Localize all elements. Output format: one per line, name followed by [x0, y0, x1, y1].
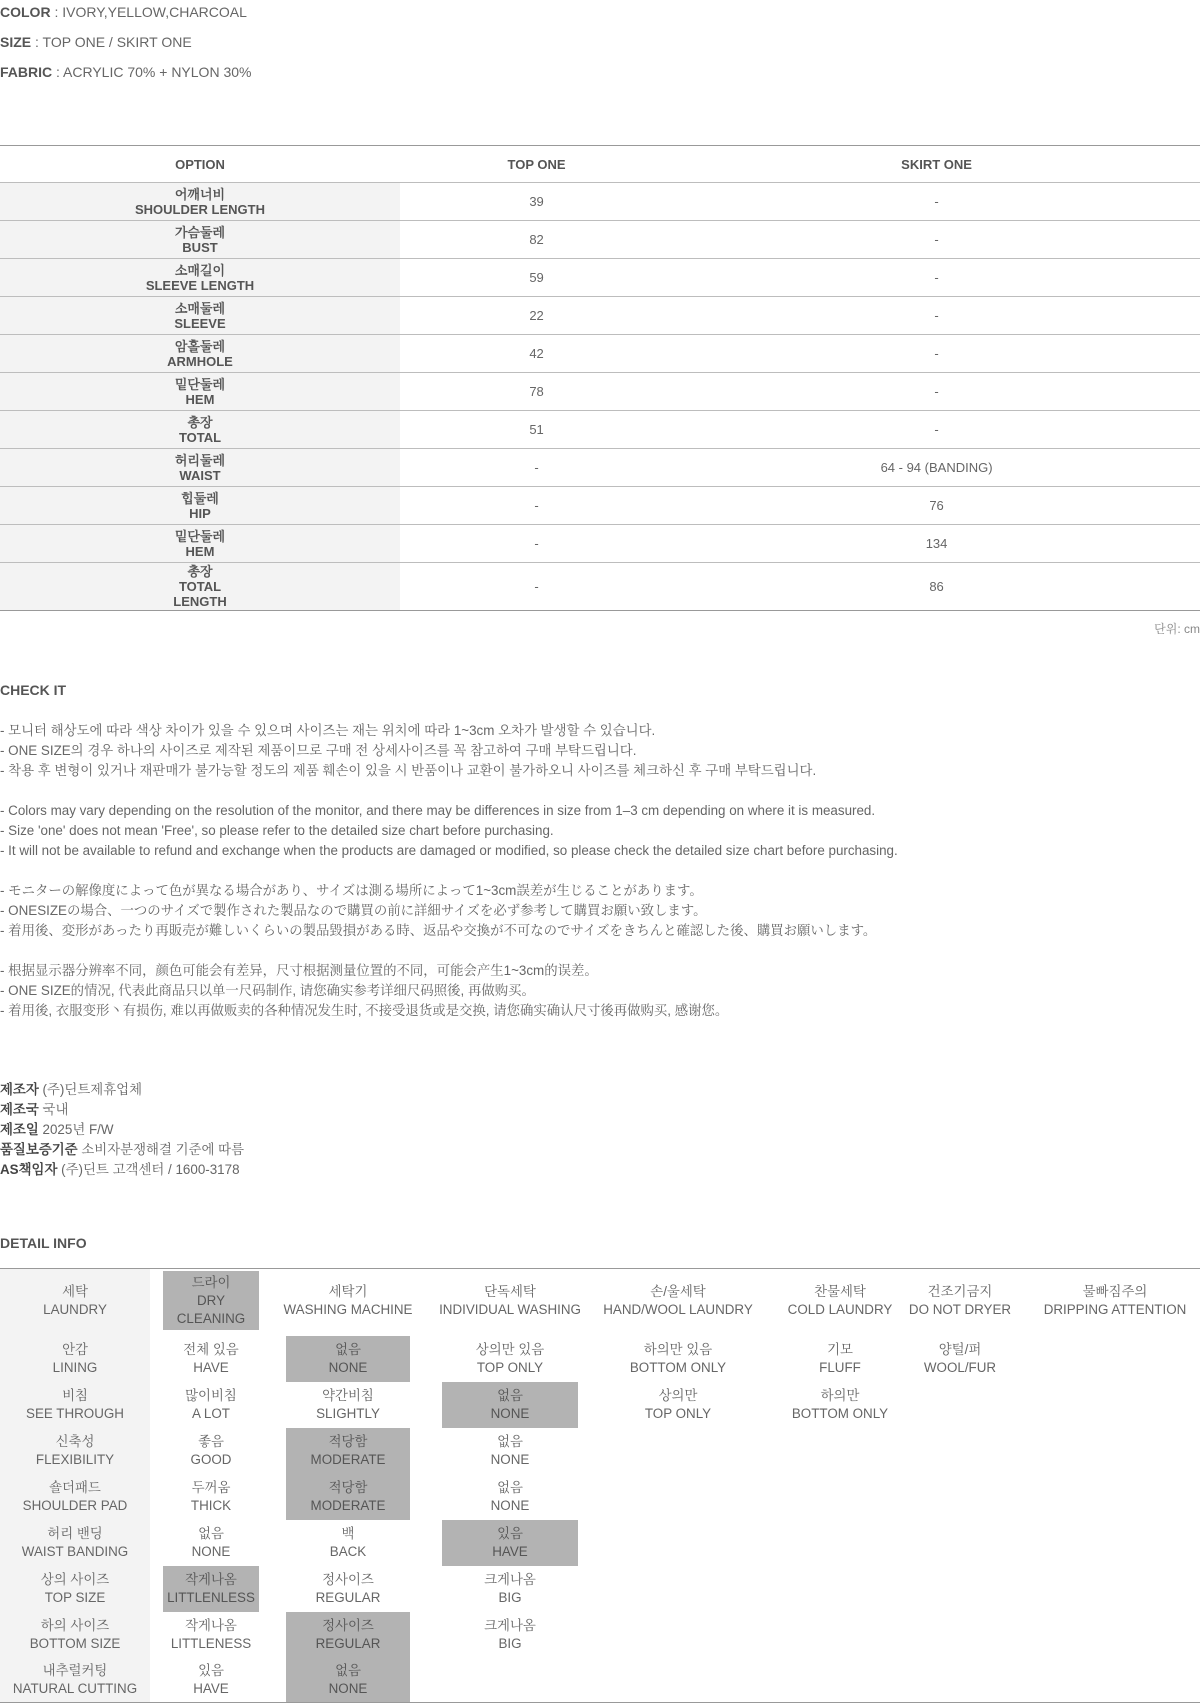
detail-row-label-text: 비침: [62, 1388, 88, 1403]
note-line-en: - Colors may vary depending on the resolution of the monitor, and there may be differences in size from 1–3 cm depending on where it is measured.: [0, 803, 876, 818]
spec-size: SIZE : TOP ONE / SKIRT ONE: [0, 34, 192, 50]
size-row-label-en: WAIST: [179, 467, 221, 483]
detail-option-text: 하의만: [820, 1388, 860, 1403]
manufacturer-value: 2025년 F/W: [38, 1122, 114, 1137]
detail-row-label: [0, 1474, 150, 1520]
manufacturer-line: [0, 1080, 244, 1100]
detail-option-selected: [286, 1474, 410, 1520]
detail-option: [578, 1336, 778, 1382]
detail-option-text: 전체 있음: [183, 1342, 239, 1357]
detail-row-label-text: NATURAL CUTTING: [12, 1681, 138, 1696]
size-row-label-en: ARMHOLE: [167, 353, 233, 369]
detail-option-selected: [286, 1428, 410, 1474]
detail-option-text: WASHING MACHINE: [283, 1301, 413, 1317]
size-row-label-en: HIP: [189, 505, 211, 521]
size-cell-skirt: 76: [673, 487, 1200, 525]
spec-color: COLOR : IVORY,YELLOW,CHARCOAL: [0, 4, 247, 20]
detail-option-text: 정사이즈: [322, 1572, 374, 1587]
detail-row-label-text: 상의 사이즈: [40, 1572, 110, 1587]
note-line-ko: - 착용 후 변형이 있거나 재판매가 불가능할 정도의 제품 훼손이 있을 시 반품이나 교환이 불가하오니 사이즈를 체크하신 후 구매 부탁드립니다.: [0, 763, 817, 778]
size-cell-skirt: -: [673, 373, 1200, 411]
size-cell-skirt: 86: [673, 563, 1200, 611]
detail-option-selected: [286, 1336, 410, 1382]
detail-option-text: INDIVIDUAL WASHING: [439, 1301, 581, 1317]
manufacturer-label: AS책임자: [0, 1162, 58, 1177]
note-line-ja: - ONESIZEの場合、一つのサイズで製作された製品なので購買の前に詳細サイズを必ず参考して購買お願い致します。: [0, 903, 707, 918]
detail-option: [1035, 1271, 1195, 1330]
detail-row-label-text: FLEXIBILITY: [35, 1452, 115, 1467]
note-line-ja: - 着用後、変形があったり再販売が難しいくらいの製品毀損がある時、返品や交換が不可なのでサイズをきちんと確認した後、購買お願いします。: [0, 923, 877, 938]
size-table-row: [0, 221, 1200, 259]
detail-option-selected-text: MODERATE: [310, 1452, 386, 1467]
note-line-zh: - 根据显示器分辨率不同，颜色可能会有差异，尺寸根据测量位置的不同，可能会产生1~3cm的误差。: [0, 963, 598, 978]
detail-option-text: 있음: [198, 1663, 224, 1678]
detail-row-label-text: SEE THROUGH: [26, 1406, 124, 1421]
detail-option-selected-text: 있음: [497, 1526, 523, 1541]
detail-option: [442, 1612, 578, 1658]
size-cell-skirt: -: [673, 411, 1200, 449]
size-cell-top: -: [400, 525, 673, 563]
detail-option-selected-text: NONE: [328, 1360, 368, 1375]
detail-option-text: 양털/퍼: [938, 1342, 982, 1357]
size-row-label-en: TOTAL: [178, 429, 222, 445]
detail-option-text: TOP ONLY: [644, 1406, 712, 1421]
detail-row-label: [0, 1520, 150, 1566]
size-table-row: [0, 563, 1200, 611]
detail-option: [163, 1612, 259, 1658]
detail-option-text: NONE: [490, 1498, 530, 1513]
detail-option-selected-text: 적당함: [328, 1434, 368, 1449]
note-line-zh: - ONE SIZE的情况, 代表此商品只以单一尺码制作, 请您确实参考详细尺码照後, 再做购买。: [0, 983, 535, 998]
detail-option-selected-text: 드라이: [191, 1274, 231, 1290]
detail-option: [790, 1336, 890, 1382]
detail-option-selected: [286, 1658, 410, 1702]
detail-option-text: DRIPPING ATTENTION: [1043, 1301, 1187, 1317]
detail-option-text: 기모: [827, 1342, 853, 1357]
detail-option: [787, 1271, 893, 1330]
detail-option: [890, 1336, 1030, 1382]
detail-option-selected-text: 없음: [335, 1342, 361, 1357]
size-cell-skirt: 134: [673, 525, 1200, 563]
detail-option-selected: [163, 1566, 259, 1612]
detail-option: [578, 1271, 778, 1330]
detail-option-text: BOTTOM ONLY: [629, 1360, 727, 1375]
detail-row-label-text: LINING: [52, 1360, 98, 1375]
note-line-ja: - モニターの解像度によって色が異なる場合があり、サイズは測る場所によって1~3cm誤差が生じることがあります。: [0, 883, 703, 898]
detail-option-text: LITTLENESS: [170, 1636, 252, 1651]
detail-row-label-text: 세탁: [62, 1283, 88, 1299]
detail-option-text: THICK: [190, 1498, 232, 1513]
detail-option-selected-text: NONE: [490, 1406, 530, 1421]
check-it-notes: [0, 721, 1200, 1021]
size-cell-top: 82: [400, 221, 673, 259]
detail-row-label: [0, 1612, 150, 1658]
detail-row-label: [0, 1658, 150, 1702]
detail-option-text: 상의만 있음: [475, 1342, 545, 1357]
detail-option-selected: [442, 1520, 578, 1566]
note-line-ko: - ONE SIZE의 경우 하나의 사이즈로 제작된 제품이므로 구매 전 상세사이즈를 꼭 참고하여 구매 부탁드립니다.: [0, 743, 637, 758]
detail-option-text: BIG: [498, 1590, 522, 1605]
detail-option-text: 손/울세탁: [650, 1283, 706, 1299]
size-row-label: [0, 525, 400, 563]
size-cell-skirt: -: [673, 335, 1200, 373]
detail-row-label: [0, 1382, 150, 1428]
detail-option: [442, 1336, 578, 1382]
manufacturer-line: [0, 1160, 244, 1180]
detail-option-text: 건조기금지: [927, 1283, 993, 1299]
manufacturer-value: 소비자분쟁해결 기준에 따름: [77, 1142, 245, 1157]
size-row-label-en: SLEEVE LENGTH: [145, 277, 255, 293]
detail-option: [439, 1271, 581, 1330]
size-table-row: [0, 411, 1200, 449]
detail-option: [163, 1474, 259, 1520]
manufacturer-value: (주)딘트 고객센터 / 1600-3178: [57, 1162, 240, 1177]
size-table-header-top: TOP ONE: [400, 146, 673, 183]
detail-option: [286, 1566, 410, 1612]
detail-option-selected-text: 없음: [497, 1388, 523, 1403]
size-row-label-ko: 총장: [187, 564, 213, 579]
detail-option: [163, 1382, 259, 1428]
detail-row-label-text: LAUNDRY: [43, 1301, 107, 1317]
size-table-row: [0, 335, 1200, 373]
detail-option-selected: [442, 1382, 578, 1428]
size-row-label-ko: 어깨너비: [174, 186, 226, 202]
detail-row-label: [0, 1428, 150, 1474]
detail-row-label-text: 허리 밴딩: [47, 1526, 103, 1541]
detail-option-text: 백: [341, 1526, 355, 1541]
size-table-row: [0, 259, 1200, 297]
detail-row-label-text: 안감: [62, 1342, 88, 1357]
size-cell-skirt: -: [673, 221, 1200, 259]
size-row-label-en: TOTAL: [178, 579, 222, 594]
detail-option: [286, 1520, 410, 1566]
size-table-row: [0, 487, 1200, 525]
check-it-title: CHECK IT: [0, 682, 67, 698]
detail-option: [442, 1474, 578, 1520]
detail-option-text: 세탁기: [328, 1283, 368, 1299]
detail-option-selected-text: 정사이즈: [322, 1618, 374, 1633]
detail-option-text: BOTTOM ONLY: [791, 1406, 889, 1421]
size-cell-skirt: 64 - 94 (BANDING): [673, 449, 1200, 487]
detail-option-text: 하의만 있음: [643, 1342, 713, 1357]
detail-option: [890, 1271, 1030, 1330]
size-row-label: [0, 373, 400, 411]
note-line-zh: - 着用後, 衣服变形丶有损伤, 难以再做贩卖的各种情况发生时, 不接受退货或是交换, 请您确实确认尺寸後再做购买, 感谢您。: [0, 1003, 729, 1018]
detail-option-selected-text: MODERATE: [310, 1498, 386, 1513]
detail-option-text: 찬물세탁: [814, 1283, 866, 1299]
detail-option: [163, 1428, 259, 1474]
detail-option-text: 작게나옴: [185, 1618, 237, 1633]
manufacturer-line: [0, 1140, 244, 1160]
note-line-en: - Size 'one' does not mean 'Free', so please refer to the detailed size chart before purchasing.: [0, 823, 554, 838]
manufacturer-info: [0, 1080, 244, 1180]
size-cell-top: 51: [400, 411, 673, 449]
note-line-en: - It will not be available to refund and exchange when the products are damaged or modified, so please check the detailed size chart before purchasing.: [0, 843, 898, 858]
detail-row-label-text: SHOULDER PAD: [22, 1498, 128, 1513]
detail-option-text: NONE: [490, 1452, 530, 1467]
size-row-label: [0, 411, 400, 449]
size-row-label: [0, 487, 400, 525]
detail-option-selected: [163, 1271, 259, 1330]
size-table: [0, 145, 1200, 611]
detail-option-text: NONE: [191, 1544, 231, 1559]
size-row-label-en: SLEEVE: [174, 315, 226, 331]
detail-option-text: 약간비침: [322, 1388, 374, 1403]
detail-row-label: [0, 1566, 150, 1612]
detail-option-selected-text: NONE: [328, 1681, 368, 1696]
size-row-label: [0, 449, 400, 487]
detail-option-text: 물빠짐주의: [1082, 1283, 1148, 1299]
size-row-label: [0, 335, 400, 373]
detail-row-label-text: BOTTOM SIZE: [29, 1636, 121, 1651]
detail-info-grid: [0, 1269, 1200, 1702]
size-row-label-ko: 암홀둘레: [174, 338, 226, 354]
size-cell-top: 39: [400, 183, 673, 221]
size-cell-top: 78: [400, 373, 673, 411]
size-cell-top: 59: [400, 259, 673, 297]
size-row-label: [0, 259, 400, 297]
detail-option: [790, 1382, 890, 1428]
detail-option: [286, 1382, 410, 1428]
detail-option-text: BIG: [498, 1636, 522, 1651]
size-row-label-ko: 총장: [187, 414, 213, 430]
size-table-header-skirt: SKIRT ONE: [673, 146, 1200, 183]
size-cell-skirt: -: [673, 297, 1200, 335]
detail-option: [163, 1658, 259, 1702]
detail-option-text: WOOL/FUR: [923, 1360, 997, 1375]
detail-option-selected-text: REGULAR: [315, 1636, 381, 1651]
detail-option-text: 상의만: [658, 1388, 698, 1403]
manufacturer-line: [0, 1120, 244, 1140]
size-cell-skirt: -: [673, 183, 1200, 221]
manufacturer-line: [0, 1100, 244, 1120]
manufacturer-label: 제조일: [0, 1122, 39, 1137]
size-row-label-en: HEM: [185, 391, 215, 407]
detail-option-text: TOP ONLY: [476, 1360, 544, 1375]
detail-option-selected-text: CLEANING: [176, 1310, 246, 1326]
size-cell-top: -: [400, 487, 673, 525]
size-table-row: [0, 449, 1200, 487]
detail-option-text: 두꺼움: [191, 1480, 231, 1495]
detail-row-label: [0, 1271, 150, 1330]
detail-option-text: 없음: [497, 1480, 523, 1495]
detail-row-label-text: 하의 사이즈: [40, 1618, 110, 1633]
detail-row-label-text: 내추럴커팅: [42, 1663, 108, 1678]
note-line-ko: - 모니터 해상도에 따라 색상 차이가 있을 수 있으며 사이즈는 재는 위치에 따라 1~3cm 오차가 발생할 수 있습니다.: [0, 723, 656, 738]
size-unit: 단위: cm: [1154, 622, 1200, 636]
detail-option-text: 좋음: [198, 1434, 224, 1449]
size-row-label-ko: 밑단둘레: [174, 376, 226, 392]
size-row-label-ko: 힙둘레: [181, 490, 219, 506]
detail-option-text: DO NOT DRYER: [908, 1301, 1012, 1317]
size-row-label: [0, 183, 400, 221]
detail-option-text: BACK: [329, 1544, 367, 1559]
size-row-label-ko: 허리둘레: [174, 452, 226, 468]
detail-row-label-text: WAIST BANDING: [21, 1544, 129, 1559]
spec-fabric: FABRIC : ACRYLIC 70% + NYLON 30%: [0, 64, 252, 80]
notes-gap: [0, 781, 1200, 801]
detail-option-text: FLUFF: [819, 1360, 861, 1375]
size-table-row: [0, 525, 1200, 563]
notes-gap: [0, 861, 1200, 881]
size-row-label-ko: 소매둘레: [174, 300, 226, 316]
detail-option-text: 없음: [198, 1526, 224, 1541]
size-cell-top: -: [400, 563, 673, 611]
size-row-label-en: BUST: [182, 239, 218, 255]
detail-option-text: REGULAR: [315, 1590, 381, 1605]
detail-option: [163, 1336, 259, 1382]
detail-option: [578, 1382, 778, 1428]
size-table-header-option: OPTION: [0, 146, 400, 183]
detail-option-text: SLIGHTLY: [316, 1406, 380, 1421]
detail-info-title: DETAIL INFO: [0, 1235, 87, 1251]
detail-row-label-text: TOP SIZE: [44, 1590, 106, 1605]
detail-option-selected-text: LITTLENLESS: [167, 1590, 255, 1605]
manufacturer-value: (주)딘트제휴업체: [38, 1082, 142, 1097]
size-cell-top: -: [400, 449, 673, 487]
notes-gap: [0, 941, 1200, 961]
detail-option-text: 많이비침: [185, 1388, 237, 1403]
detail-option: [442, 1566, 578, 1612]
detail-option-text: HAVE: [193, 1360, 229, 1375]
detail-option-text: 없음: [497, 1434, 523, 1449]
manufacturer-label: 제조자: [0, 1082, 39, 1097]
detail-option-selected-text: 없음: [335, 1663, 361, 1678]
detail-option-text: 단독세탁: [484, 1283, 536, 1299]
size-row-label: [0, 563, 400, 611]
detail-option-text: HAND/WOOL LAUNDRY: [603, 1301, 753, 1317]
size-cell-top: 22: [400, 297, 673, 335]
size-cell-top: 42: [400, 335, 673, 373]
detail-option-selected-text: HAVE: [492, 1544, 528, 1559]
size-row-label-en2: LENGTH: [173, 594, 227, 609]
size-cell-skirt: -: [673, 259, 1200, 297]
detail-row-label-text: 숄더패드: [49, 1480, 101, 1495]
manufacturer-label: 제조국: [0, 1102, 39, 1117]
detail-row-label: [0, 1336, 150, 1382]
detail-option: [163, 1520, 259, 1566]
size-table-row: [0, 297, 1200, 335]
size-row-label-ko: 소매길이: [174, 262, 226, 278]
detail-option-text: A LOT: [192, 1406, 230, 1421]
detail-option-selected-text: DRY: [196, 1292, 226, 1308]
detail-option-selected: [286, 1612, 410, 1658]
manufacturer-value: 국내: [38, 1102, 69, 1117]
detail-option: [442, 1428, 578, 1474]
detail-option-text: 크게나옴: [484, 1572, 536, 1587]
size-row-label: [0, 221, 400, 259]
detail-option-selected-text: 작게나옴: [185, 1572, 237, 1587]
detail-row-label-text: 신축성: [55, 1434, 95, 1449]
detail-option: [283, 1271, 413, 1330]
size-row-label-en: SHOULDER LENGTH: [135, 201, 265, 217]
detail-option-text: COLD LAUNDRY: [787, 1301, 893, 1317]
detail-option-text: 크게나옴: [484, 1618, 536, 1633]
manufacturer-label: 품질보증기준: [0, 1142, 78, 1157]
detail-option-text: HAVE: [193, 1681, 229, 1696]
size-table-row: [0, 373, 1200, 411]
detail-option-text: GOOD: [190, 1452, 232, 1467]
size-row-label: [0, 297, 400, 335]
size-table-row: [0, 183, 1200, 221]
size-row-label-ko: 밑단둘레: [174, 528, 226, 544]
size-row-label-ko: 가슴둘레: [174, 224, 226, 240]
size-row-label-en: HEM: [185, 543, 215, 559]
detail-option-selected-text: 적당함: [328, 1480, 368, 1495]
